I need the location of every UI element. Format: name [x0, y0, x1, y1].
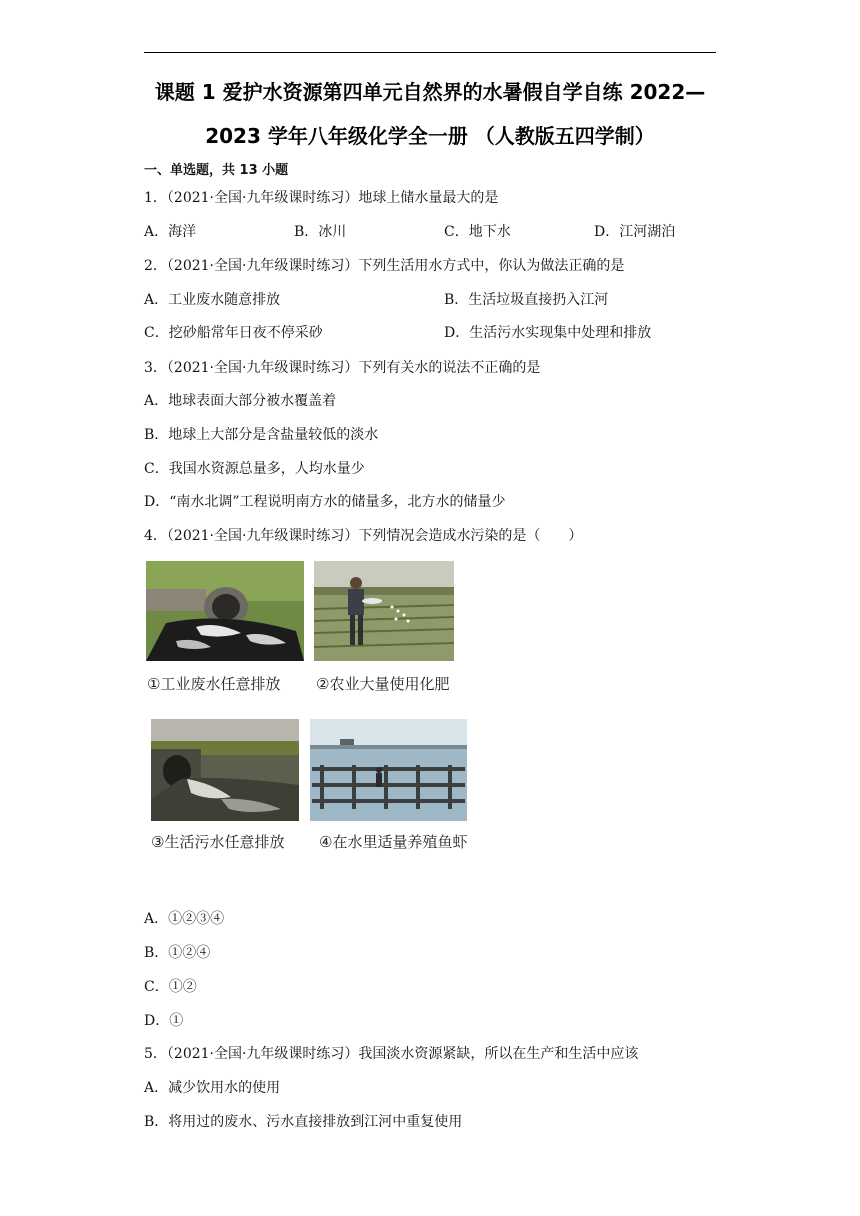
question-4-option-a: A．①②③④ — [144, 911, 225, 927]
question-4-caption-1: ①工业废水任意排放 — [147, 675, 281, 693]
question-1-stem: 1．（2021·全国·九年级课时练习）地球上储水量最大的是 — [144, 190, 499, 206]
question-1-option-a: A．海洋 — [144, 224, 197, 240]
question-4-option-b: B．①②④ — [144, 945, 211, 961]
question-3-option-d: D．“南水北调”工程说明南方水的储量多，北方水的储量少 — [144, 494, 506, 510]
question-4-stem: 4．（2021·全国·九年级课时练习）下列情况会造成水污染的是（ ） — [144, 528, 583, 544]
question-3-option-a: A．地球表面大部分被水覆盖着 — [144, 393, 337, 409]
question-1-option-d: D．江河湖泊 — [594, 224, 676, 240]
header-rule — [144, 52, 716, 53]
question-4-caption-2: ②农业大量使用化肥 — [316, 675, 450, 693]
question-1-option-b: B．冰川 — [294, 224, 347, 240]
question-2-option-d: D．生活污水实现集中处理和排放 — [444, 325, 652, 341]
question-4-option-d: D．① — [144, 1013, 184, 1029]
question-3-option-c: C．我国水资源总量多，人均水量少 — [144, 461, 365, 477]
question-3-option-b: B．地球上大部分是含盐量较低的淡水 — [144, 427, 379, 443]
question-2-option-a: A．工业废水随意排放 — [144, 292, 281, 308]
question-2-option-c: C．挖砂船常年日夜不停采砂 — [144, 325, 323, 341]
industrial-wastewater-photo — [146, 561, 304, 661]
question-2-stem: 2．（2021·全国·九年级课时练习）下列生活用水方式中，你认为做法正确的是 — [144, 258, 625, 274]
question-5-stem: 5．（2021·全国·九年级课时练习）我国淡水资源紧缺，所以在生产和生活中应该 — [144, 1046, 639, 1062]
fertilizer-farming-photo — [314, 561, 454, 661]
question-4-caption-4: ④在水里适量养殖鱼虾 — [319, 833, 468, 851]
section-heading: 一、单选题，共 13 小题 — [144, 163, 289, 178]
question-5-option-b: B．将用过的废水、污水直接排放到江河中重复使用 — [144, 1114, 463, 1130]
fish-farming-photo — [310, 719, 467, 821]
question-5-option-a: A．减少饮用水的使用 — [144, 1080, 281, 1096]
question-1-option-c: C．地下水 — [444, 224, 511, 240]
domestic-sewage-photo — [151, 719, 299, 821]
question-3-stem: 3．（2021·全国·九年级课时练习）下列有关水的说法不正确的是 — [144, 360, 541, 376]
document-title-line-2: 2023 学年八年级化学全一册 （人教版五四学制） — [205, 124, 655, 148]
question-2-option-b: B．生活垃圾直接扔入江河 — [444, 292, 609, 308]
question-4-option-c: C．①② — [144, 979, 197, 995]
document-title-line-1: 课题 1 爱护水资源第四单元自然界的水暑假自学自练 2022— — [154, 80, 706, 104]
question-4-caption-3: ③生活污水任意排放 — [151, 833, 285, 851]
